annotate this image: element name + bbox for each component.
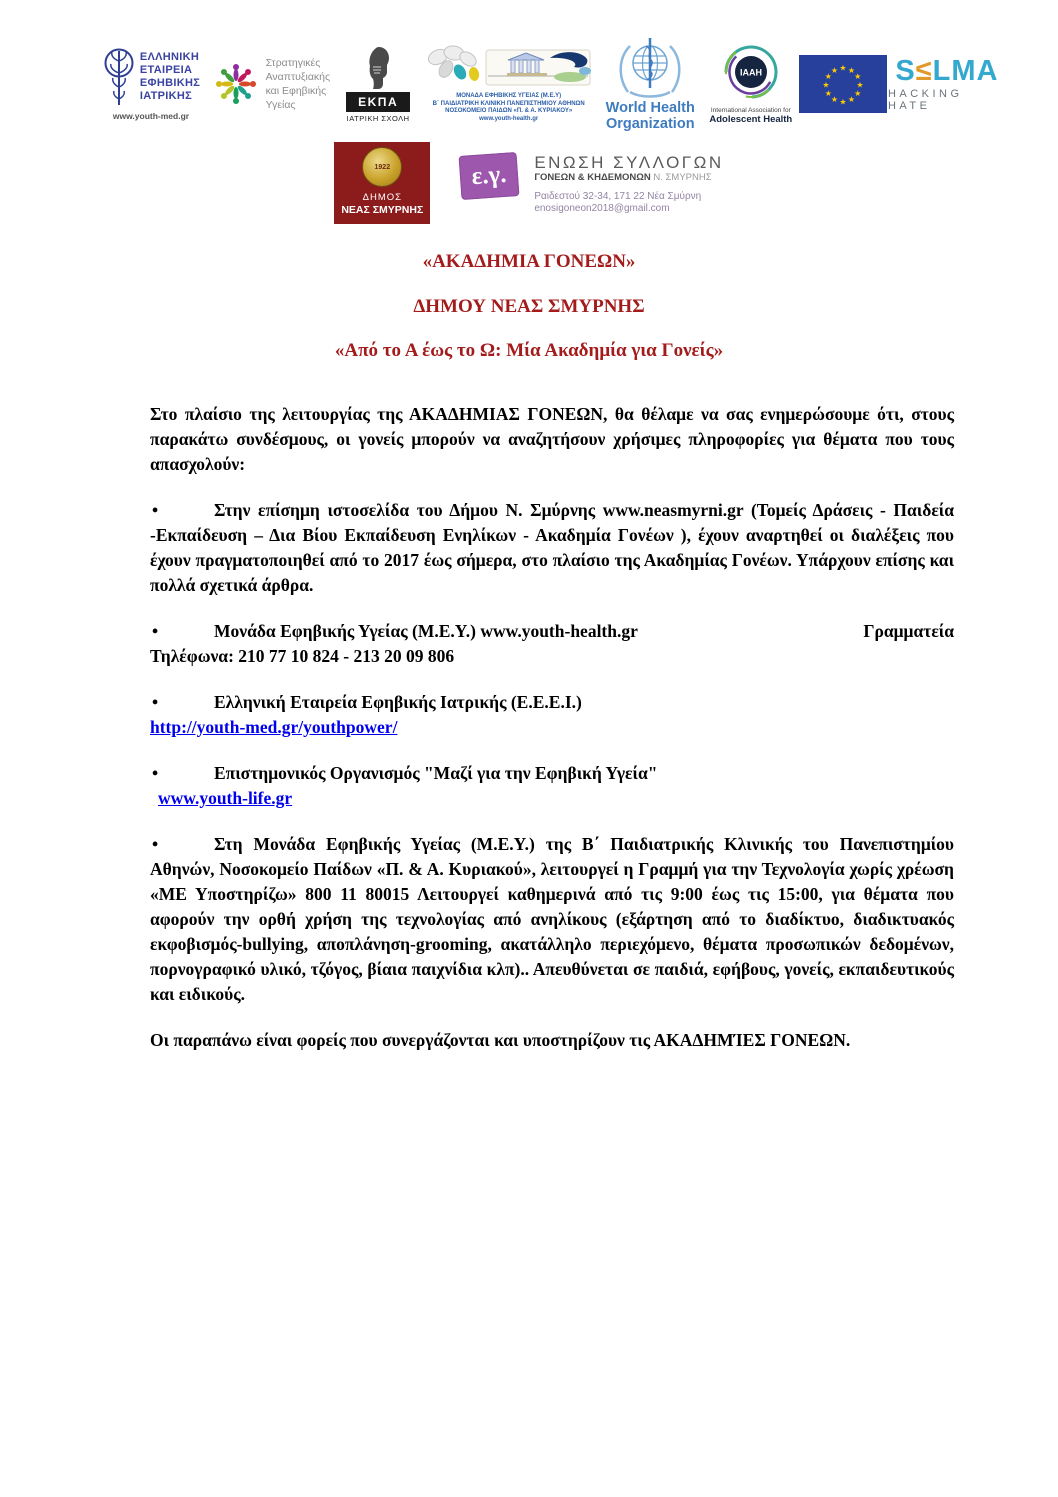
eu-star: ★	[848, 95, 856, 105]
eu-flag	[799, 55, 887, 113]
logo-text-line: ΙΑΤΡΙΚΗΣ	[139, 90, 192, 102]
selma-logo	[888, 56, 1006, 112]
bullet-icon: •	[152, 692, 159, 712]
bullet-text: Επιστημονικός Οργανισμός "Μαζί για την Εφηβική Υγεία"	[214, 763, 658, 783]
mey-flowers-acropolis-icon	[424, 45, 594, 91]
selma-tagline: HACKING HATE	[887, 88, 963, 112]
intro-paragraph: Στο πλαίσιο της λειτουργίας της ΑΚΑΔΗΜΙΑΣ ΓΟΝΕΩΝ, θα θέλαμε να σας ενημερώσουμε ότι, στους παρακάτω συνδέσμους, οι γονείς μπορούν να αναζητήσουν χρήσιμες πληροφορίες για θέματα που τους απασχολούν:	[150, 404, 954, 474]
asclepius-staff-icon	[102, 47, 136, 109]
world-health-organization-logo	[598, 36, 702, 132]
bullet-adolescent-health-unit	[150, 619, 954, 669]
bullet-municipal-website	[150, 498, 954, 598]
municipal-logo-row	[0, 142, 1058, 224]
title-dimou-neas-smyrnis: ΔΗΜΟΥ ΝΕΑΣ ΣΜΥΡΝΗΣ	[413, 296, 645, 317]
medical-school-label: ΙΑΤΡΙΚΗ ΣΧΟΛΗ	[346, 113, 410, 123]
logo-text-line: Adolescent Health	[709, 113, 793, 125]
document-body	[150, 402, 954, 1074]
athena-head-icon	[364, 46, 392, 90]
eu-star: ★	[839, 63, 847, 73]
eu-star: ★	[839, 97, 847, 107]
who-emblem-icon	[615, 36, 685, 100]
bullet-icon: •	[152, 500, 159, 520]
logo-text-line: ΕΛΛΗΝΙΚΗ	[139, 51, 200, 63]
adolescent-health-unit-logo	[420, 45, 598, 123]
iaah-rings-icon	[720, 44, 782, 104]
parents-union-logo	[460, 142, 723, 215]
selma-s: S	[895, 55, 916, 87]
eu-star: ★	[854, 72, 862, 81]
logo-text-line: ΝΟΣΟΚΟΜΕΙΟ ΠΑΙΔΩΝ «Π. & Α. ΚΥΡΙΑΚΟΥ»	[445, 108, 573, 114]
selma-lma: LMA	[932, 55, 999, 87]
enosi-email: enosigoneon2018@gmail.com	[534, 203, 670, 214]
logo-text-line: Στρατηγικές	[265, 57, 321, 69]
bullet-text: Μονάδα Εφηβικής Υγείας (Μ.Ε.Υ.) www.youth-health.gr	[214, 621, 638, 641]
bullet-text: Στη Μονάδα Εφηβικής Υγείας (Μ.Ε.Υ.) της Β΄ Παιδιατρικής Κλινικής του Πανεπιστημίου Αθηνών, Νοσοκομείο Παίδων «Π. & Α. Κυριακού», λειτουργεί η Γραμμή για την Τεχνολογία χωρίς χρέωση «ΜΕ Υποστηρίζω» 800 11 80015 Λειτουργεί καθημερινά από τις 9:00 έως τις 15:00, για θέματα που αφορούν την ορθή χρήση της τεχνολογίας από ανηλίκους (εξάρτηση από το διαδίκτυο, διαδικτυακός εκφοβισμός-bullying, αποπλάνηση-grooming, ακατάλληλο περιεχόμενο, θέματα προσωπικών δεδομένων, πορνογραφικό υλικό, τζόγος, βίαια παιχνίδια κλπ).. Απευθύνεται σε παιδιά, εφήβους, γονείς, εκπαιδευτικούς και ειδικούς.	[150, 834, 954, 1004]
logo-text-line: Β΄ ΠΑΙΔΙΑΤΡΙΚΗ ΚΛΙΝΙΚΗ ΠΑΝΕΠΙΣΤΗΜΙΟΥ ΑΘΗΝΩΝ	[432, 100, 585, 107]
logo-text-line: www.youth-health.gr	[479, 115, 539, 122]
bullet-text: Ελληνική Εταιρεία Εφηβικής Ιατρικής (Ε.Ε.Ε.Ι.)	[214, 692, 582, 712]
closing-paragraph: Οι παραπάνω είναι φορείς που συνεργάζονται και υποστηρίζουν τις ΑΚΑΔΗΜΊΕΣ ΓΟΝΕΩΝ.	[150, 1030, 851, 1050]
bullet-scientific-organization	[150, 761, 954, 811]
bullet-icon: •	[152, 621, 159, 641]
eu-star: ★	[856, 80, 864, 90]
enosi-address: Ραιδεστού 32-34, 171 22 Νέα Σμύρνη	[534, 191, 702, 202]
logo-url: www.youth-med.gr	[112, 111, 190, 121]
people-circle-icon	[211, 56, 261, 112]
eu-star: ★	[854, 89, 862, 98]
bullet-icon: •	[152, 834, 159, 854]
enosi-badge-icon: ε.γ.	[459, 152, 520, 200]
strategies-developmental-health-logo	[211, 56, 337, 112]
enosi-subtitle-bold: ΓΟΝΕΩΝ & ΚΗΔΕΜΟΝΩΝ	[534, 172, 651, 183]
title-akadimia-goneon: «ΑΚΑΔΗΜΙΑ ΓΟΝΕΩΝ»	[422, 251, 636, 272]
dimos-year: 1922	[374, 163, 391, 171]
logo-text-line: ΕΤΑΙΡΕΙΑ	[139, 64, 193, 76]
dimos-label-top: ΔΗΜΟΣ	[362, 192, 402, 203]
enosi-subtitle	[534, 172, 723, 184]
title-subtitle: «Από το Α έως το Ω: Μία Ακαδημία για Γονείς»	[334, 340, 724, 361]
iaah-label: IAAH	[739, 67, 762, 77]
enosi-title: ΕΝΩΣΗ ΣΥΛΛΟΓΩΝ	[534, 153, 724, 172]
ekpa-medical-school-logo	[337, 46, 419, 123]
eu-star: ★	[822, 80, 830, 90]
logo-text-line: International Association for	[710, 106, 791, 114]
eu-star: ★	[848, 65, 856, 75]
eu-star: ★	[825, 72, 833, 81]
bullet-icon: •	[152, 763, 159, 783]
logo-text-line: Αναπτυξιακής	[265, 71, 331, 83]
logo-text-line: ΕΦΗΒΙΚΗΣ	[139, 77, 201, 89]
eu-flag-icon	[799, 55, 887, 113]
hellenic-society-adolescent-medicine-logo	[92, 47, 210, 121]
logo-text-line: ΜΟΝΑΔΑ ΕΦΗΒΙΚΗΣ ΥΓΕΙΑΣ (Μ.Ε.Υ)	[456, 93, 562, 99]
iaah-logo	[703, 44, 799, 125]
ekpa-label: ΕΚΠΑ	[346, 92, 410, 112]
eu-star: ★	[825, 89, 833, 98]
enosi-subtitle-light: Ν. ΣΜΥΡΝΗΣ	[653, 172, 712, 183]
bullet-text-right: Γραμματεία	[863, 621, 954, 641]
dimos-coin-icon	[362, 147, 402, 187]
eu-star: ★	[831, 65, 839, 75]
phone-numbers: Τηλέφωνα: 210 77 10 824 - 213 20 09 806	[150, 646, 455, 666]
dimos-label-bottom: ΝΕΑΣ ΣΜΥΡΝΗΣ	[341, 204, 424, 216]
bullet-hellenic-society	[150, 690, 954, 740]
logo-text-line: World Health	[605, 100, 695, 116]
bullet-technology-helpline	[150, 832, 954, 1007]
logo-text-line: και Εφηβικής	[265, 85, 327, 97]
eu-star: ★	[831, 95, 839, 105]
selma-wordmark	[895, 56, 998, 86]
dimos-neas-smyrnis-logo	[334, 142, 430, 224]
youthpower-link[interactable]: http://youth-med.gr/youthpower/	[150, 717, 398, 737]
selma-e-icon: ≤	[915, 55, 933, 87]
youth-life-link[interactable]: www.youth-life.gr	[158, 788, 293, 808]
partner-logo-strip	[92, 30, 1006, 138]
bullet-text: Στην επίσημη ιστοσελίδα του Δήμου Ν. Σμύρνης www.neasmyrni.gr (Τομείς Δράσεις - Παιδεία -Εκπαίδευση – Δια Βίου Εκπαίδευση Ενηλίκων - Ακαδημία Γονέων ), έχουν αναρτηθεί οι διαλέξεις που έχουν πραγματοποιηθεί από το 2017 έως σήμερα, στο πλαίσιο της Ακαδημίας Γονέων. Υπάρχουν επίσης και πολλά σχετικά άρθρα.	[150, 500, 954, 595]
logo-text-line: Υγείας	[265, 99, 296, 111]
logo-text-line: Organization	[605, 115, 695, 132]
